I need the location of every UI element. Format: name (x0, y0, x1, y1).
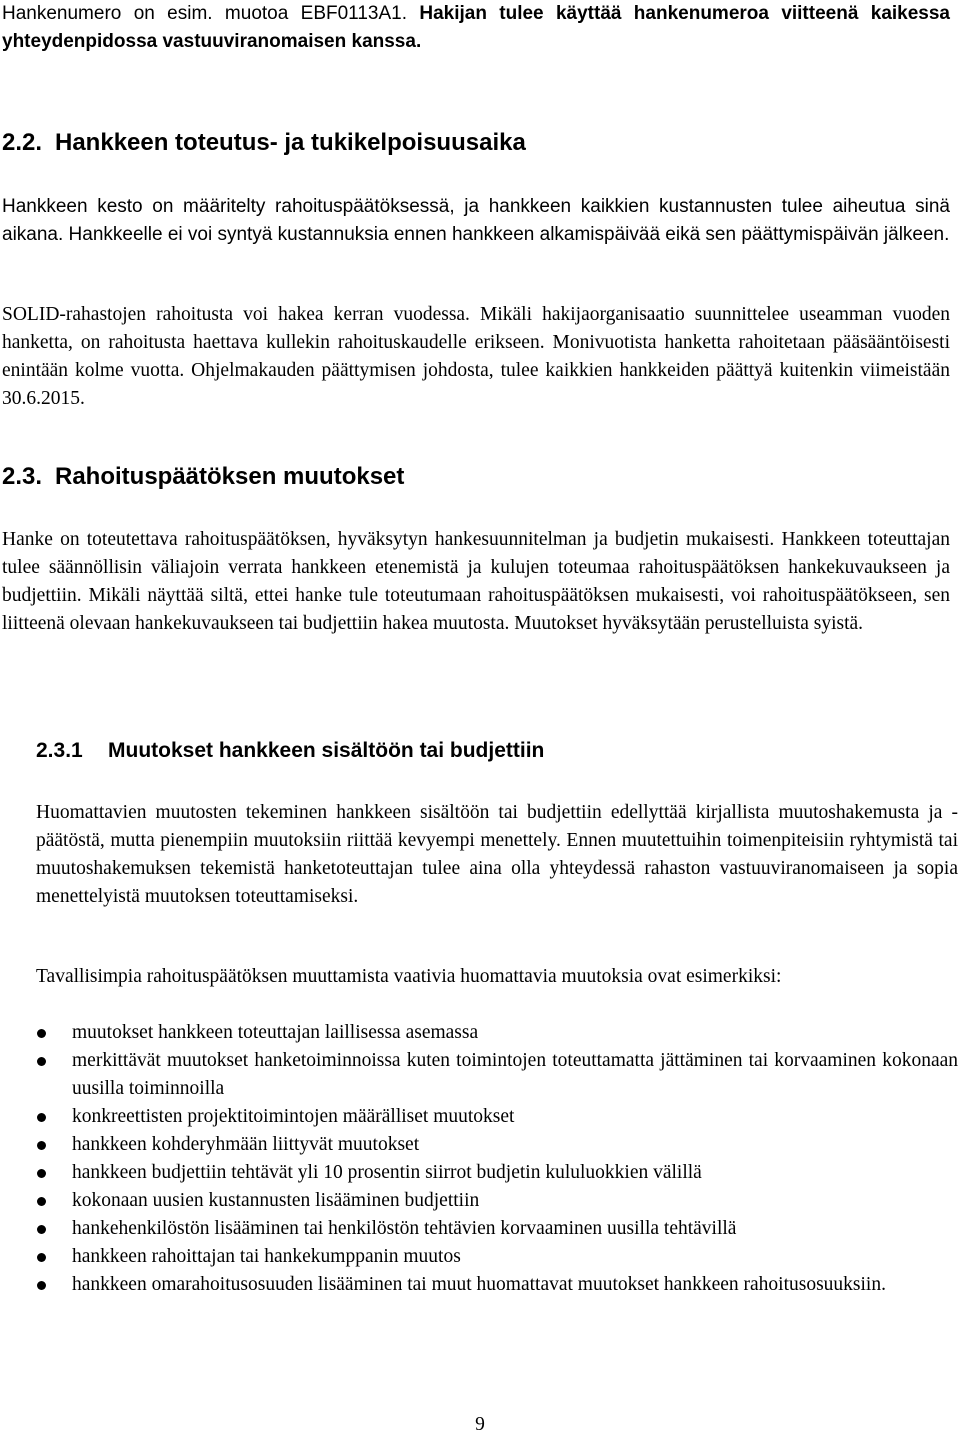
page-number: 9 (475, 1414, 485, 1435)
hankenumero-lead: Hankenumero on esim. muotoa EBF0113A1. (2, 3, 407, 24)
bullet-icon (37, 1029, 46, 1038)
muutokset-paragraph: Hanke on toteutettava rahoituspäätöksen, hyväksytyn hankesuunnitelman ja budjetin mukaisesti. Hankkeen toteuttajan tulee säännöllisin väliajoin verrata hankkeen etenemistä ja kulujen toteumaa rahoituspäätöksen hankekuvaukseen ja budjettiin. Mikäli näyttää siltä, ettei hanke tule toteutumaan rahoituspäätöksen mukaisesti, voi rahoituspäätökseen, sen liitteenä olevaan hankekuvaukseen tai budjettiin hakea muutosta. Muutokset hyväksytään perustelluista syistä. (2, 529, 950, 634)
section-title: Hankkeen toteutus- ja tukikelpoisuusaika (55, 129, 526, 156)
bullet-icon (37, 1169, 46, 1178)
bullet-icon (37, 1281, 46, 1290)
list-item: hankehenkilöstön lisääminen tai henkilöstön tehtävien korvaaminen uusilla tehtävillä (36, 1215, 958, 1243)
toteutusaika-paragraph-1: Hankkeen kesto on määritelty rahoituspäätöksessä, ja hankkeen kaikkien kustannusten tulee aiheutua sinä aikana. Hankkeelle ei voi syntyä kustannuksia ennen hankkeen alkamispäivää eikä sen päättymispäivän jälkeen. (2, 196, 950, 245)
section-number: 2.3.1 (36, 739, 83, 762)
muutos-bullet-list (36, 1019, 958, 1299)
list-item: hankkeen budjettiin tehtävät yli 10 prosentin siirrot budjetin kululuokkien välillä (36, 1159, 958, 1187)
hankenumero-paragraph (2, 0, 950, 56)
list-item: kokonaan uusien kustannusten lisääminen budjettiin (36, 1187, 958, 1215)
section-title: Rahoituspäätöksen muutokset (55, 463, 405, 490)
bullet-icon (37, 1253, 46, 1262)
hankenumero-bold-note: Hakijan tulee käyttää hankenumeroa viitteenä kaikessa yhteydenpidossa vastuuviranomaisen kanssa. (2, 3, 950, 52)
sisalto-paragraph-1: Huomattavien muutosten tekeminen hankkeen sisältöön tai budjettiin edellyttää kirjallista muutoshakemusta ja -päätöstä, mutta pienempiin muutoksiin riittää kevyempi menettely. Ennen muutettuihin toimenpiteisiin ryhtymistä tai muutoshakemuksen tekemistä hanketoteuttajan tulee aina olla yhteydessä rahaston vastuuviranomaiseen ja sopia menettelyistä muutoksen toteuttamiseksi. (36, 802, 958, 907)
section-title: Muutokset hankkeen sisältöön tai budjettiin (108, 739, 545, 762)
section-heading-2-3-1 (36, 737, 544, 765)
bullet-icon (37, 1141, 46, 1150)
toteutusaika-paragraph-2: SOLID-rahastojen rahoitusta voi hakea kerran vuodessa. Mikäli hakijaorganisaatio suunnittelee useamman vuoden hanketta, on rahoitusta haettava kullekin rahoituskaudelle erikseen. Monivuotista hanketta rahoitetaan pääsääntöisesti enintään kolme vuotta. Ohjelmakauden päättymisen johdosta, tulee kaikkien hankkeiden päättyä kuitenkin viimeistään 30.6.2015. (2, 304, 950, 409)
list-item: hankkeen kohderyhmään liittyvät muutokset (36, 1131, 958, 1159)
sisalto-paragraph-2: Tavallisimpia rahoituspäätöksen muuttamista vaativia huomattavia muutoksia ovat esimerkiksi: (36, 966, 782, 987)
bullet-icon (37, 1057, 46, 1066)
bullet-icon (37, 1197, 46, 1206)
section-heading-2-2 (2, 128, 526, 158)
list-item: hankkeen rahoittajan tai hankekumppanin muutos (36, 1243, 958, 1271)
bullet-icon (37, 1225, 46, 1234)
list-item: hankkeen omarahoitusosuuden lisääminen tai muut huomattavat muutokset hankkeen rahoitusosuuksiin. (36, 1271, 958, 1299)
list-item: muutokset hankkeen toteuttajan laillisessa asemassa (36, 1019, 958, 1047)
list-item: konkreettisten projektitoimintojen määrälliset muutokset (36, 1103, 958, 1131)
section-number: 2.2. (2, 129, 43, 156)
section-number: 2.3. (2, 463, 43, 490)
section-heading-2-3 (2, 462, 404, 492)
list-item: merkittävät muutokset hanketoiminnoissa kuten toimintojen toteuttamatta jättäminen tai korvaaminen kokonaan uusilla toiminnoilla (36, 1047, 958, 1103)
bullet-icon (37, 1113, 46, 1122)
